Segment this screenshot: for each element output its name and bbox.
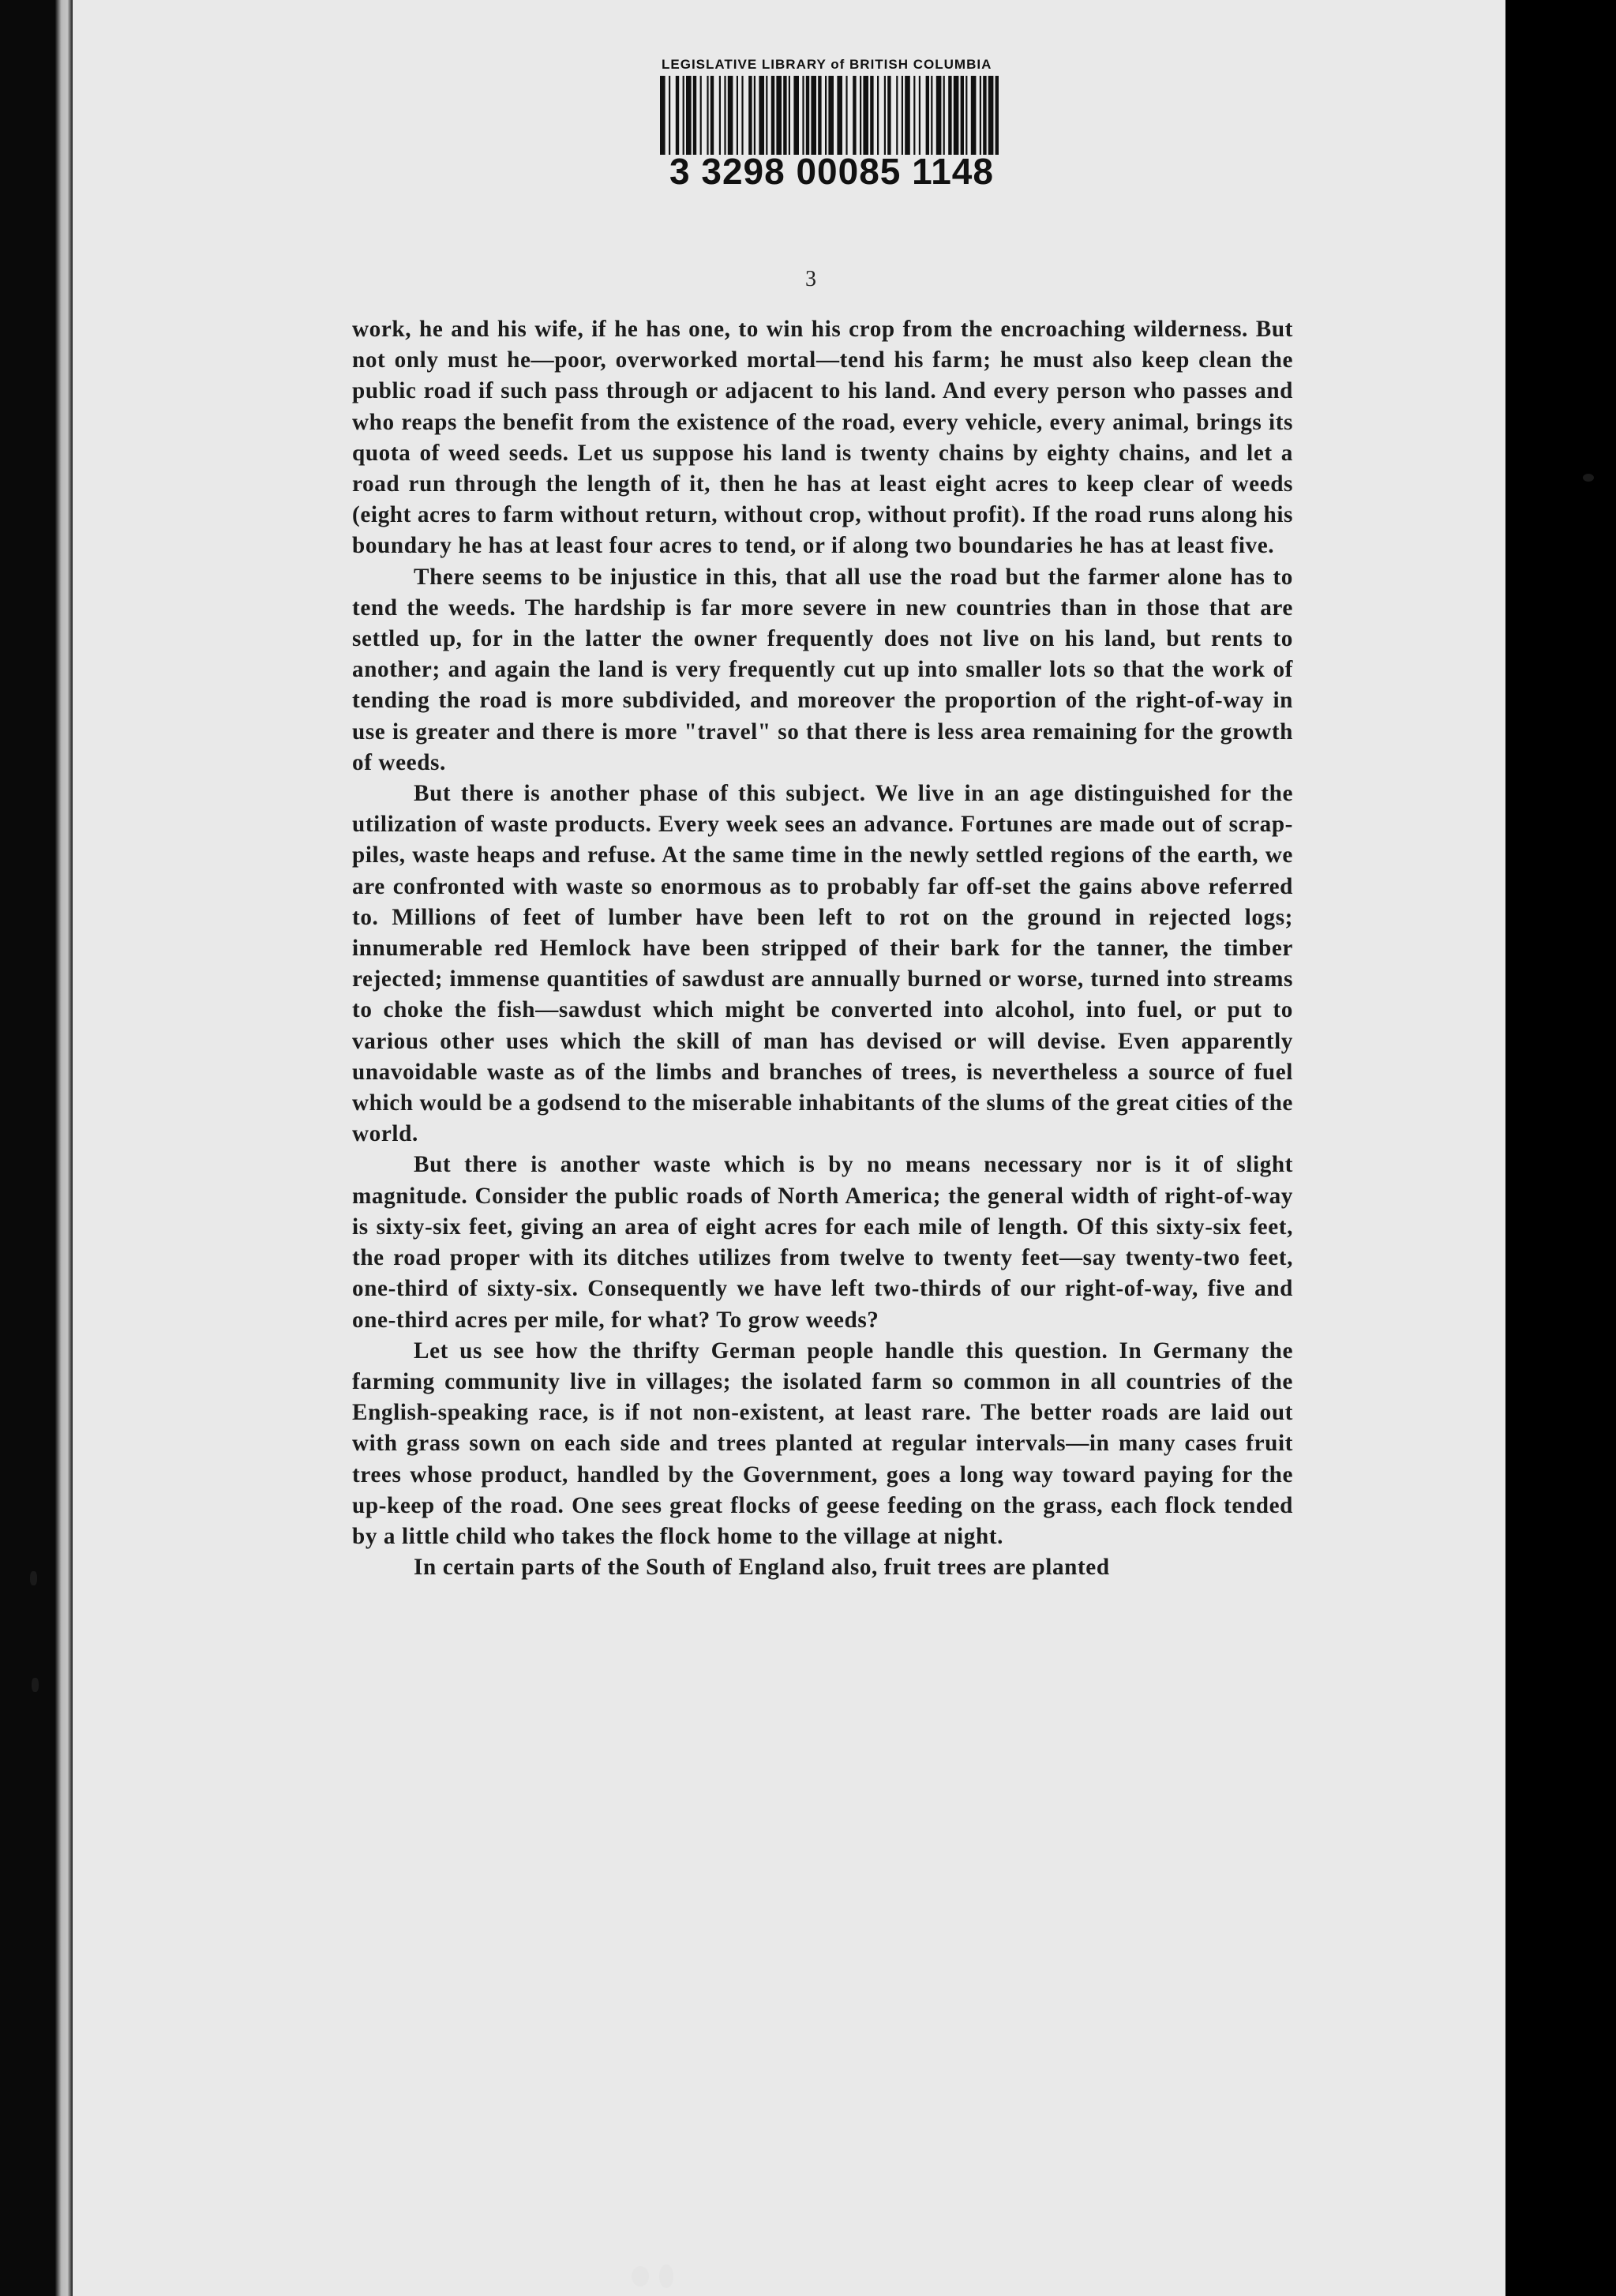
paragraph-6: In certain parts of the South of England also, fruit trees are planted [414, 1555, 1110, 1581]
scan-speck [632, 2266, 649, 2287]
scan-speck [1583, 474, 1594, 482]
scan-speck [30, 1571, 37, 1585]
paragraph-5: Let us see how the thrifty German people handle this question. In Germany the farming community live in villages; the isolated farm so common in all countries of the English-speaking race, is if not non-existent, at least rare. The better roads are laid out with grass sown on each side and trees planted at regular intervals—in many cases fruit trees whose product, handled by the Government, goes a long way toward paying for the up-keep of the road. One sees great flocks of geese feeding on the grass, each flock tended by a little child who takes the flock home to the village at night. [352, 1337, 1293, 1549]
barcode-bars [660, 76, 999, 155]
body-text [352, 314, 1293, 1583]
library-barcode [654, 57, 1013, 191]
adjacent-page-edge [55, 0, 73, 2296]
scan-speck [659, 2264, 673, 2288]
paragraph-1: work, he and his wife, if he has one, to win his crop from the encroaching wilderness. But not only must he—poor, overworked mortal—tend his farm; he must also keep clean the public road if such pass through or adjacent to his land. And every person who passes and who reaps the benefit from the existence of the road, every vehicle, every animal, brings its quota of weed seeds. Let us suppose his land is twenty chains by eighty chains, and let a road run through the length of it, then he has at least eight acres to keep clear of weeds (eight acres to farm without return, without crop, without profit). If the road runs along his boundary he has at least four acres to tend, or if along two boundaries he has at least five. [352, 317, 1294, 559]
barcode-header: LEGISLATIVE LIBRARY of BRITISH COLUMBIA [662, 57, 992, 72]
barcode-number: 3 3298 00085 1148 [669, 151, 994, 192]
paragraph-2: There seems to be injustice in this, that all use the road but the farmer alone has to tend the weeds. The hardship is far more severe in new countries than in those that are settled up, for in the latter the owner frequently does not live on his land, but rents to another; and again the land is very frequently cut up into smaller lots so that the work of tending the road is more subdivided, and moreover the proportion of the right-of-way in use is greater and there is more "travel" so that there is less area remaining for the growth of weeds. [352, 564, 1293, 775]
paragraph-4: But there is another waste which is by no means necessary nor is it of slight magnitude. Consider the public roads of North America; the general width of right-of-way is sixty-six feet, giving an area of eight acres for each mile of length. Of this sixty-six feet, the road proper with its ditches utilizes from twelve to twenty feet—say twenty-two feet, one-third of sixty-six. Consequently we have left two-thirds of our right-of-way, five and one-third acres per mile, for what? To grow weeds? [352, 1152, 1293, 1333]
scan-speck [32, 1678, 39, 1692]
right-scan-margin [1505, 0, 1616, 2296]
paragraph-3: But there is another phase of this subject. We live in an age distinguished for the utilization of waste products. Every week sees an advance. Fortunes are made out of scrap-piles, waste heaps and refuse. At the same time in the newly settled regions of the earth, we are confronted with waste so enormous as to probably far off-set the gains above referred to. Millions of feet of lumber have been left to rot on the ground in rejected logs; innumerable red Hemlock have been stripped of their bark for the tanner, the timber rejected; immense quantities of sawdust are annually burned or worse, turned into streams to choke the fish—sawdust which might be converted into alcohol, into fuel, or put to various other uses which the skill of man has devised or will devise. Even apparently unavoidable waste as of the limbs and branches of trees, is nevertheless a source of fuel which would be a godsend to the miserable inhabitants of the slums of the great cities of the world. [352, 781, 1293, 1147]
page-number: 3 [805, 267, 816, 291]
